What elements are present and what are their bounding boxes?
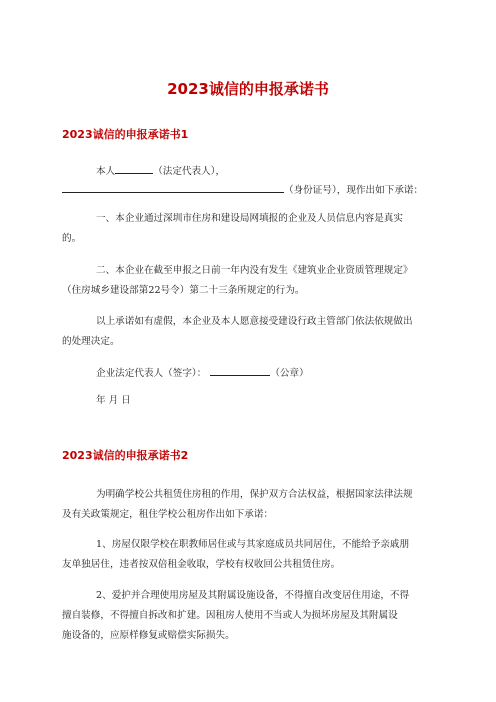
s1-para3-line2: 的处理决定。 [62,336,120,347]
date-line: 年 月 日 [96,395,131,406]
declarant-label: 本人 [96,166,116,177]
signature-line [96,365,468,380]
s2-para2-line2: 友单独居住，违者按双倍租金收取，学校有权收回公共租赁住房。 [62,559,341,570]
s2-para1-line2: 及有关政策规定，租住学校公租房作出如下承诺： [62,509,274,520]
id-number-blank[interactable] [62,182,284,193]
s1-para2-line1: 二、本企业在截至申报之日前一年内没有发生《建筑业企业资质管理规定》 [96,265,413,276]
s1-para1-line2: 的。 [62,233,82,244]
s1-para1-line1: 一、本企业通过深圳市住房和建设局网填报的企业及人员信息内容是真实 [96,213,403,224]
s2-para3-line3: 施设备的，应原样修复或赔偿实际损失。 [62,630,235,641]
section-1-heading: 2023诚信的申报承诺书1 [62,128,189,141]
legal-rep-label: （法定代表人）， [153,166,226,177]
s2-para1-line1: 为明确学校公共租赁住房租的作用，保护双方合法权益，根据国家法律法规 [96,489,413,500]
id-label: （身份证号），现作出如下承诺： [284,185,424,196]
s2-para3-line2: 擅自装修，不得擅自拆改和扩建。因租房人使用不当或人为损坏房屋及其附属设 [62,610,398,621]
s1-para3-line1: 以上承诺如有虚假，本企业及本人愿意接受建设行政主管部门依法依规做出 [96,316,413,327]
s2-para2-line1: 1、房屋仅限学校在职教师居住或与其家庭成员共同居住，不能给予亲戚朋 [96,539,410,550]
section-2-heading: 2023诚信的申报承诺书2 [62,449,189,462]
signature-blank[interactable] [210,365,270,376]
document-title: 2023诚信的申报承诺书 [167,80,329,98]
s1-para2-line2: （住房城乡建设部第22号令）第二十三条所规定的行为。 [62,285,305,296]
signature-label: 企业法定代表人（签字）： [96,368,207,379]
name-blank[interactable] [115,163,153,174]
s2-para3-line1: 2、爱护并合理使用房屋及其附属设施设备，不得擅自改变居住用途，不得 [96,590,410,601]
seal-label: （公章） [270,368,309,379]
declarant-line [96,163,468,178]
id-line [62,182,434,197]
